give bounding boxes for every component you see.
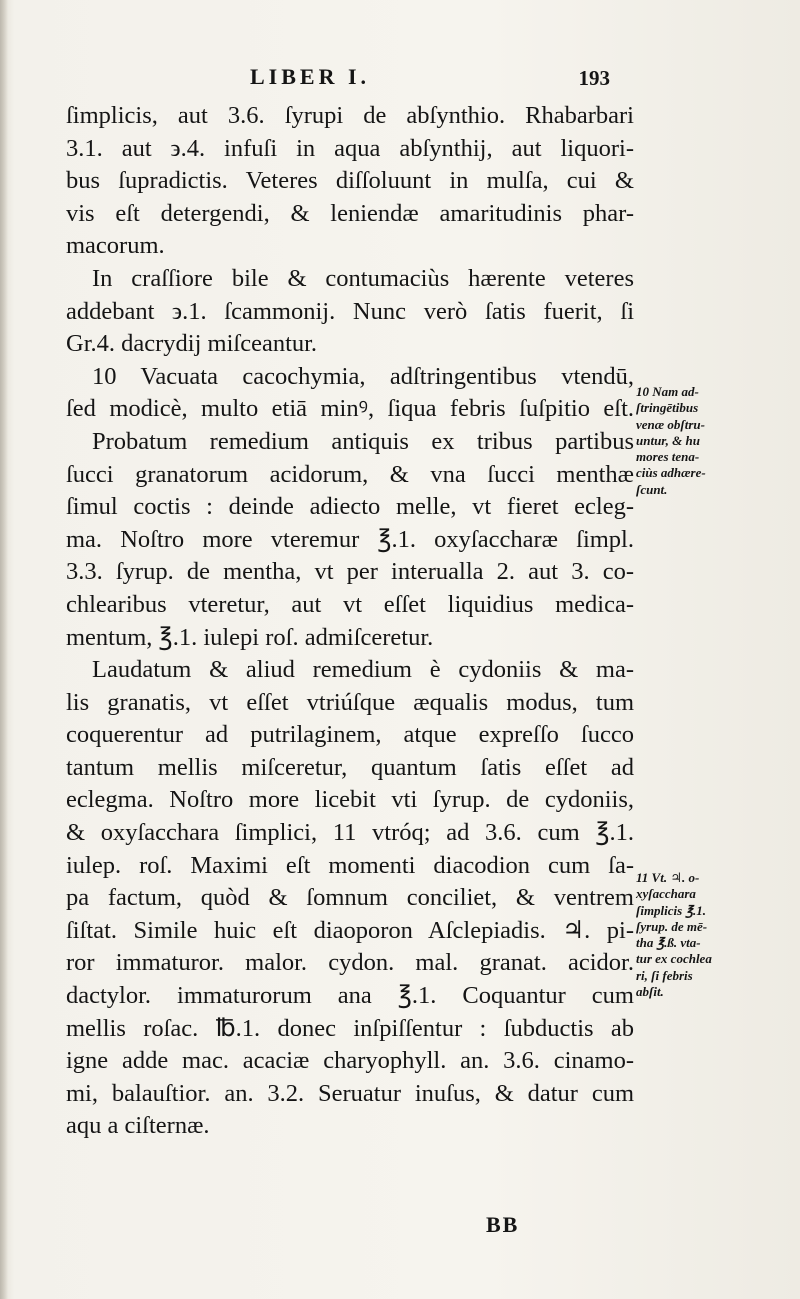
text-line: Laudatum & aliud remedium è cydoniis & ma- <box>92 656 634 684</box>
text-line: igne adde mac. acaciæ charyophyll. an. 3.6. cinamo- <box>66 1047 634 1075</box>
text-line: iulep. roſ. Maximi eſt momenti diacodion cum ſa- <box>66 851 634 879</box>
text-line: ror immaturor. malor. cydon. mal. granat. acidor. <box>66 949 634 977</box>
text-line: pa factum, quòd & ſomnum conciliet, & ventrem <box>66 884 634 912</box>
text-line: ſimul coctis : deinde adiecto melle, vt fieret ecleg- <box>66 493 634 521</box>
text-line: 3.1. aut ϶.4. infuſi in aqua abſynthij, aut liquori- <box>66 134 634 162</box>
text-line: dactylor. immaturorum ana ℥.1. Coquantur cum <box>66 982 634 1010</box>
text-line: chlearibus vteretur, aut vt eſſet liquidius medica- <box>66 590 634 618</box>
text-line: tantum mellis miſceretur, quantum ſatis eſſet ad <box>66 753 634 781</box>
signature-mark: BB <box>486 1212 520 1237</box>
margin-note-line: ſtringētibus <box>636 400 699 416</box>
margin-note-line: untur, & hu <box>636 432 700 448</box>
margin-note-line: ciùs adhære- <box>636 465 706 481</box>
margin-note-line: venæ obſtru- <box>636 416 705 432</box>
margin-note-line: mores tena- <box>636 449 700 465</box>
spine-shadow <box>0 0 8 1299</box>
text-line: 3.3. ſyrup. de mentha, vt per interualla 2. aut 3. co- <box>66 558 634 586</box>
text-line: ſed modicè, multo etiā minꝰ, ſiqua febris ſuſpitio eſt. <box>66 395 634 423</box>
margin-note-line: ſcunt. <box>636 481 668 497</box>
margin-note-line: tha ℥.ß. vta- <box>636 935 701 951</box>
text-line: Probatum remedium antiquis ex tribus partibus <box>92 427 634 455</box>
text-line: lis granatis, vt eſſet vtriúſque æqualis modus, tum <box>66 688 634 716</box>
text-line: ſimplicis, aut 3.6. ſyrupi de abſynthio. Rhabarbari <box>66 102 634 129</box>
margin-note-line: 10 Nam ad- <box>636 384 699 399</box>
text-line: eclegma. Noſtro more licebit vti ſyrup. de cydoniis, <box>66 786 634 814</box>
text-line: coquerentur ad putrilaginem, atque expreſſo ſucco <box>66 721 634 749</box>
text-line: mi, balauſtior. an. 3.2. Seruatur inuſus, & datur cum <box>66 1079 634 1107</box>
text-line: mentum, ℥.1. iulepi roſ. admiſceretur. <box>66 623 434 651</box>
margin-note-line: xyſacchara <box>636 886 696 902</box>
text-line: 10 Vacuata cacochymia, adſtringentibus vtendū, <box>92 362 634 390</box>
margin-note-line: abſit. <box>636 984 664 1000</box>
margin-note-line: ri, ſi febris <box>636 967 693 983</box>
main-text <box>66 100 634 1143</box>
margin-note-line: ſyrup. de mē- <box>636 918 708 934</box>
margin-note-11 <box>636 870 796 1000</box>
text-line: ſiſtat. Simile huic eſt diaoporon Aſclepiadis. ♃. pi- <box>66 916 634 944</box>
text-line: ſucci granatorum acidorum, & vna ſucci menthæ <box>66 460 634 488</box>
text-line: addebant ϶.1. ſcammonij. Nunc verò ſatis fuerit, ſi <box>66 297 634 325</box>
running-head: LIBER I. <box>250 64 371 89</box>
margin-note-10 <box>636 384 796 498</box>
text-line: & oxyſacchara ſimplici, 11 vtróq; ad 3.6. cum ℥.1. <box>66 819 634 847</box>
text-line: mellis roſac. ℔.1. donec inſpiſſentur : ſubductis ab <box>66 1014 634 1042</box>
text-line: Gr.4. dacrydij miſceantur. <box>66 330 318 358</box>
page-header <box>250 64 610 94</box>
text-line: macorum. <box>66 232 165 260</box>
text-line: vis eſt detergendi, & leniendæ amaritudinis phar- <box>66 199 634 227</box>
text-line: bus ſupradictis. Veteres diſſoluunt in mulſa, cui & <box>66 167 634 195</box>
margin-note-line: ſimplicis ℥.1. <box>636 902 706 918</box>
text-line: ma. Noſtro more vteremur ℥.1. oxyſaccharæ ſimpl. <box>66 525 634 553</box>
margin-note-line: 11 Vt. ♃. o- <box>636 870 700 885</box>
text-line: In craſſiore bile & contumaciùs hærente veteres <box>92 264 634 292</box>
margin-note-line: tur ex cochlea <box>636 951 712 967</box>
page-number: 193 <box>578 66 610 90</box>
text-line: aqu a ciſternæ. <box>66 1112 210 1140</box>
